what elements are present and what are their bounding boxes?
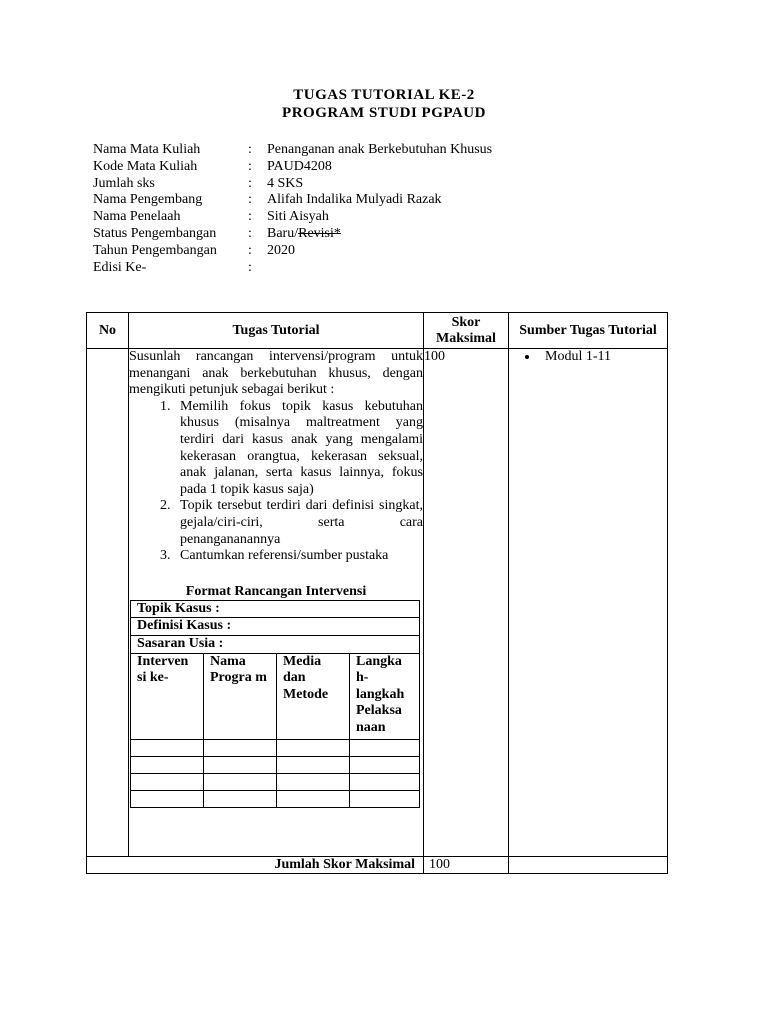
- format-col-intervensi: Interven si ke-: [131, 653, 204, 739]
- meta-value: Baru/: [267, 225, 299, 241]
- header-sumber: Sumber Tugas Tutorial: [509, 313, 668, 349]
- source-item: • Modul 1-11: [539, 349, 667, 366]
- cell-skor: 100: [424, 349, 509, 857]
- document-title: TUGAS TUTORIAL KE-2: [293, 87, 475, 103]
- meta-row-reviewer: [93, 209, 492, 226]
- total-row: [87, 857, 668, 874]
- meta-separator: :: [248, 158, 252, 174]
- meta-separator: :: [248, 225, 252, 241]
- table-row: [87, 349, 668, 857]
- format-title: Format Rancangan Intervensi: [185, 583, 367, 599]
- format-col-media-metode: Media dan Metode: [277, 653, 350, 739]
- total-label: Jumlah Skor Maksimal: [87, 857, 424, 874]
- meta-label: Jumlah sks: [93, 175, 155, 191]
- table-header-row: [87, 313, 668, 349]
- format-empty-row: [131, 739, 420, 756]
- meta-value: Penanganan anak Berkebutuhan Khusus: [267, 142, 493, 157]
- meta-value: Siti Aisyah: [267, 209, 329, 225]
- cell-no: [87, 349, 129, 857]
- meta-label: Tahun Pengembangan: [93, 242, 217, 258]
- meta-separator: :: [248, 142, 252, 157]
- format-col-langkah: Langka h-langkah Pelaksa naan: [350, 653, 420, 739]
- meta-separator: :: [248, 175, 252, 191]
- header-tugas: Tugas Tutorial: [129, 313, 424, 349]
- cell-sumber: [509, 349, 668, 857]
- task-step: 2. Topik tersebut terdiri dari definisi singkat, gejala/ciri-ciri, serta cara penangananannya: [174, 498, 423, 548]
- meta-separator: :: [248, 259, 252, 275]
- meta-row-course-code: [93, 159, 492, 176]
- format-table: [130, 600, 420, 808]
- meta-value: 2020: [267, 242, 295, 258]
- task-step: 1. Memilih fokus topik kasus kebutuhan khusus (misalnya maltreatment yang terdiri dari kasus anak yang mengalami kekerasan orangtua, kekerasan seksual, anak jalanan, serta kasus lainnya, fokus pada 1 topik kasus saja): [174, 399, 423, 499]
- meta-row-status: [93, 226, 492, 243]
- meta-separator: :: [248, 192, 252, 208]
- header-skor: Skor Maksimal: [424, 313, 509, 349]
- format-col-nama-program: Nama Progra m: [204, 653, 277, 739]
- meta-row-course-name: [93, 142, 492, 159]
- format-definisi: Definisi Kasus :: [131, 618, 420, 636]
- meta-value: Alifah Indalika Mulyadi Razak: [267, 192, 442, 208]
- meta-label: Kode Mata Kuliah: [93, 158, 198, 174]
- meta-separator: :: [248, 242, 252, 258]
- meta-value: 4 SKS: [267, 175, 304, 191]
- format-topik: Topik Kasus :: [131, 600, 420, 618]
- task-table: [86, 312, 668, 874]
- document-subtitle: PROGRAM STUDI PGPAUD: [282, 105, 486, 121]
- task-step: 3. Cantumkan referensi/sumber pustaka: [174, 548, 423, 565]
- meta-separator: :: [248, 209, 252, 225]
- task-intro: Susunlah rancangan intervensi/program untuk menangani anak berkebutuhan khusus, dengan mengikuti petunjuk sebagai berikut :: [129, 349, 423, 398]
- meta-label: Nama Mata Kuliah: [93, 142, 201, 157]
- meta-value-struck: Revisi*: [298, 225, 341, 241]
- meta-label: Edisi Ke-: [93, 259, 147, 275]
- meta-row-year: [93, 243, 492, 260]
- total-value: 100: [424, 857, 509, 874]
- meta-label: Nama Pengembang: [93, 192, 203, 208]
- total-empty: [509, 857, 668, 874]
- course-info: [93, 142, 492, 276]
- meta-row-edition: [93, 260, 492, 277]
- meta-label: Nama Penelaah: [93, 209, 181, 225]
- format-empty-row: [131, 790, 420, 807]
- cell-tugas: [129, 349, 424, 857]
- task-steps: [129, 399, 423, 565]
- meta-row-sks: [93, 176, 492, 193]
- header-no: No: [87, 313, 129, 349]
- format-sasaran: Sasaran Usia :: [131, 635, 420, 653]
- meta-row-developer: [93, 192, 492, 209]
- source-list: [509, 349, 667, 366]
- format-empty-row: [131, 756, 420, 773]
- meta-value: PAUD4208: [267, 158, 332, 174]
- format-empty-row: [131, 773, 420, 790]
- meta-label: Status Pengembangan: [93, 225, 217, 241]
